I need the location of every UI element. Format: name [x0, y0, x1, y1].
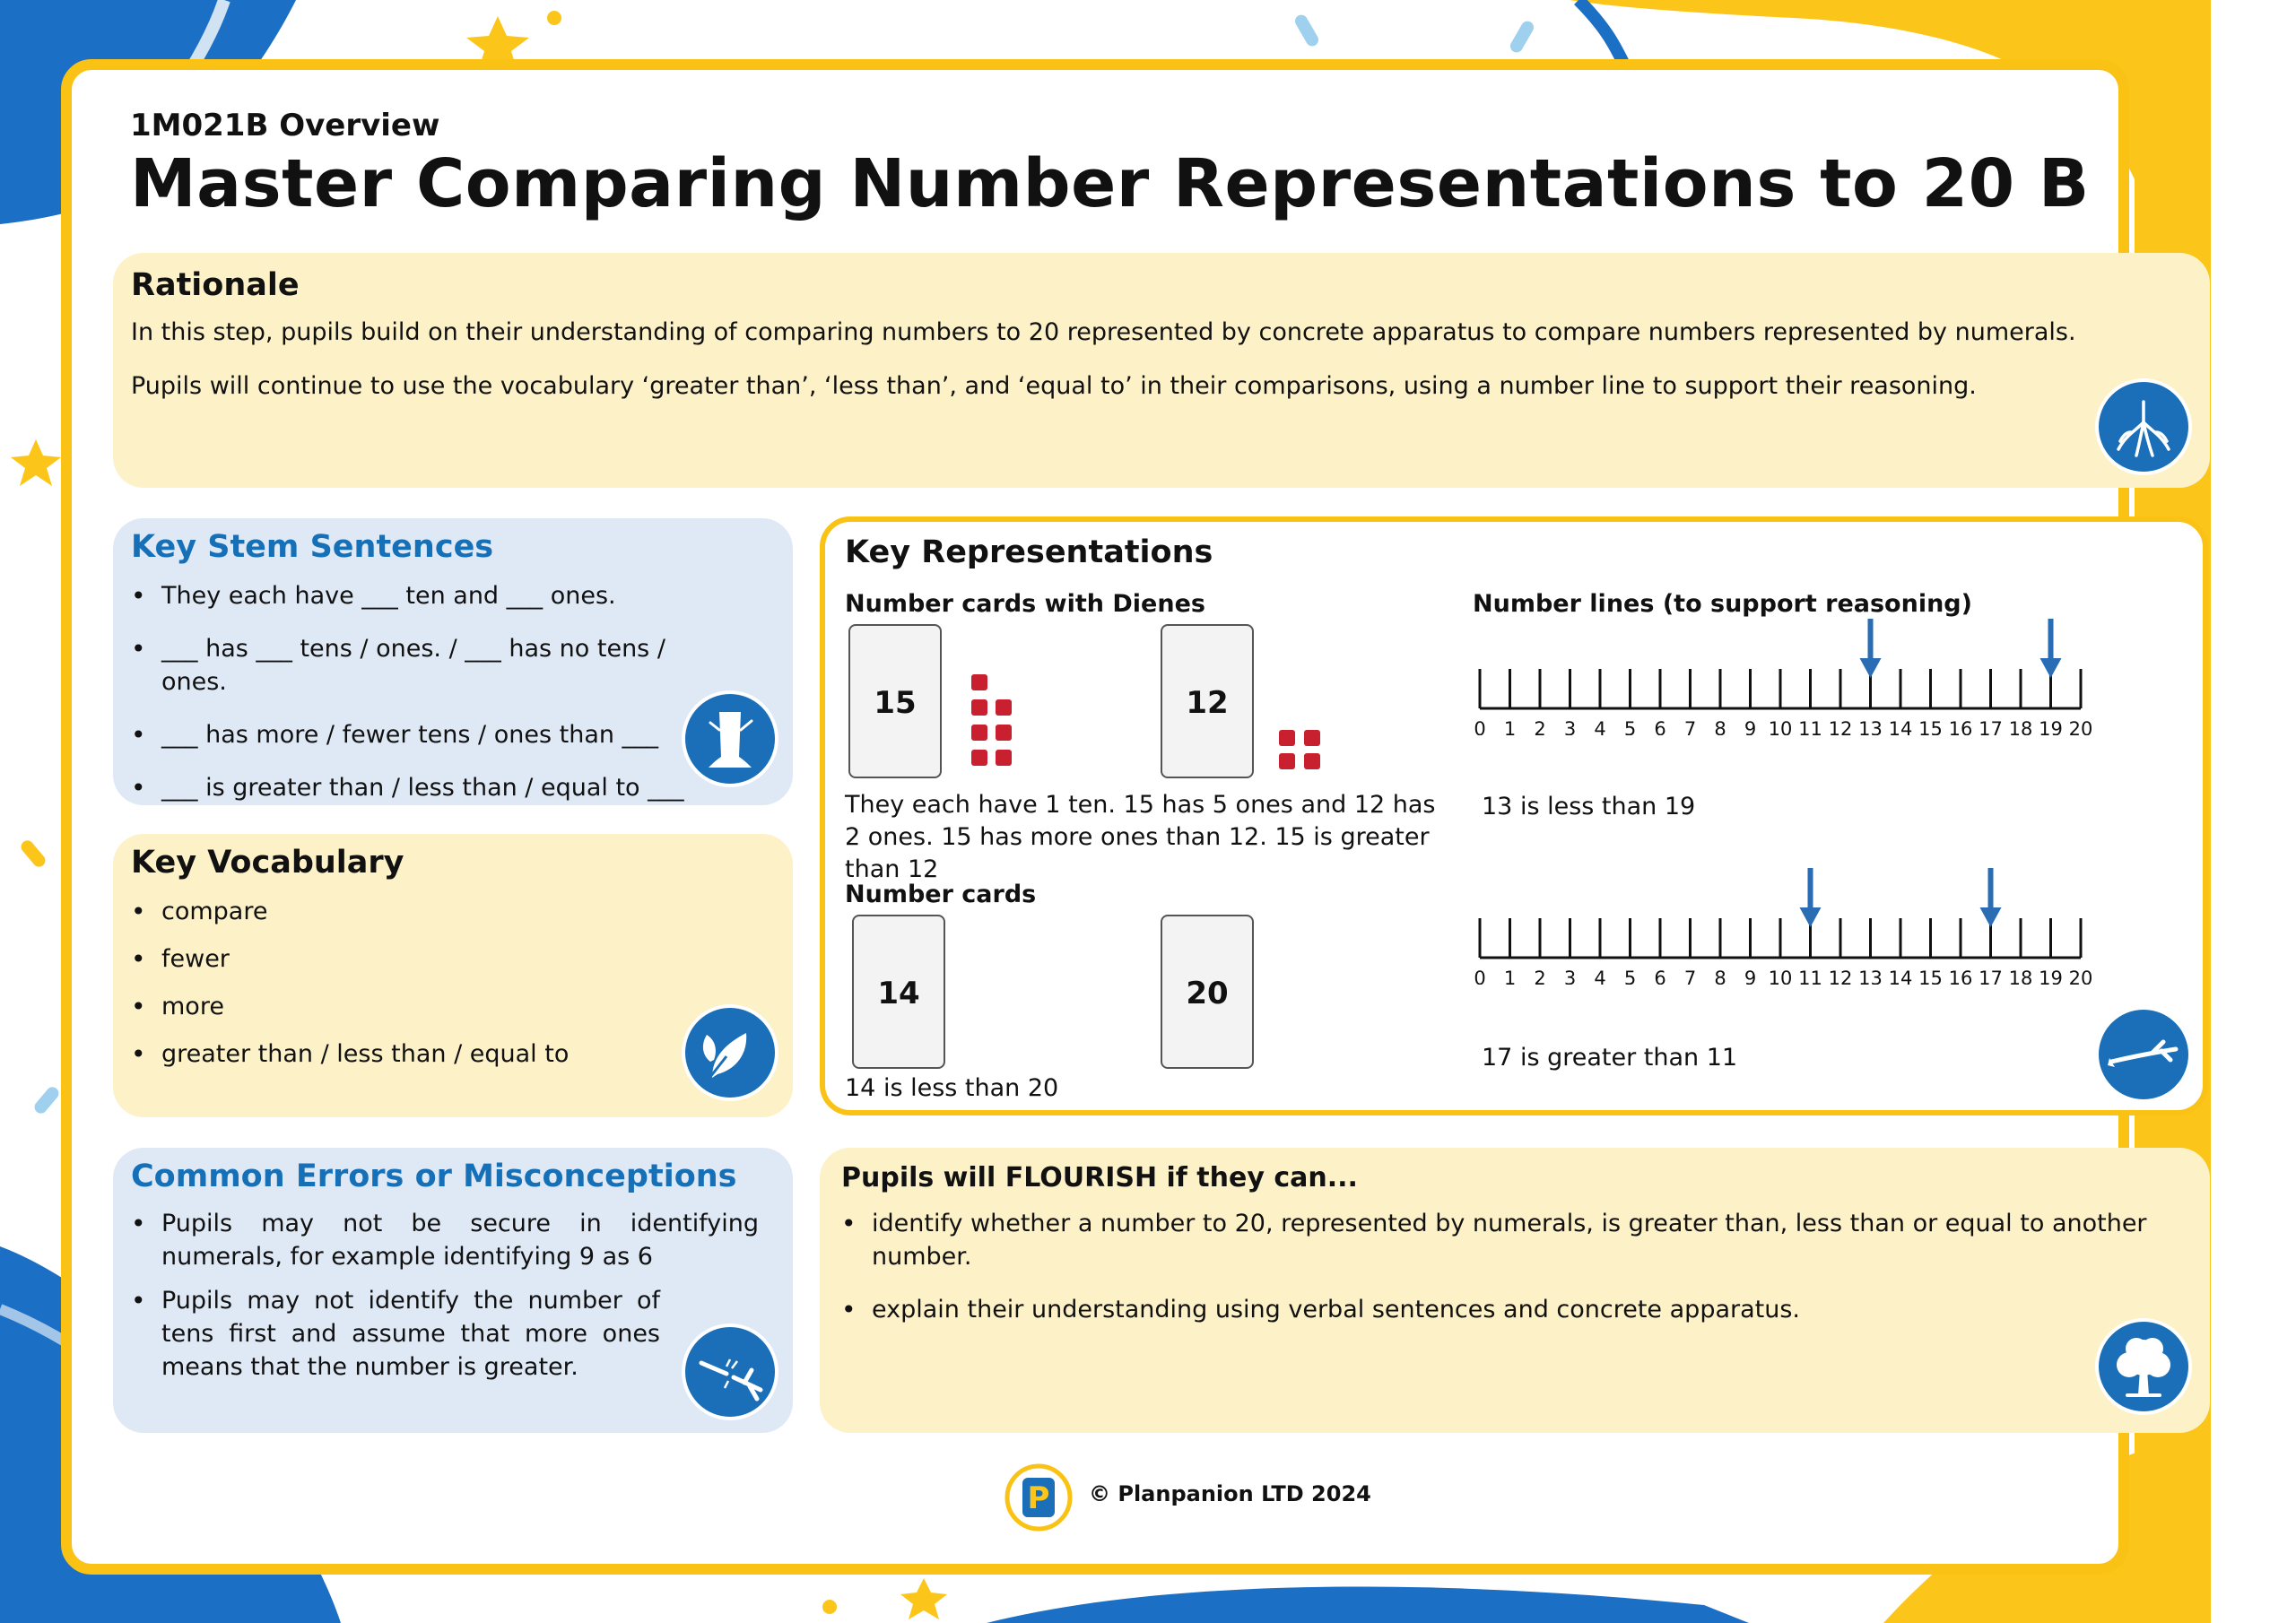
dienes-one-cube — [996, 725, 1012, 741]
vocabulary-list — [131, 895, 705, 1071]
representations-heading: Key Representations — [845, 534, 1213, 570]
number-line-label: 5 — [1623, 968, 1637, 985]
stem-sentences-panel — [113, 518, 793, 805]
stem-sentence: • ___ is greater than / less than / equal to ___ — [131, 771, 705, 804]
number-line-label: 20 — [2068, 718, 2093, 735]
dienes-one-cube — [996, 699, 1012, 716]
number-line-label: 19 — [2039, 718, 2063, 735]
number-line-label: 12 — [1828, 718, 1853, 735]
number-line-label: 6 — [1654, 968, 1666, 985]
leaves-icon — [682, 1004, 778, 1101]
rationale-heading: Rationale — [131, 267, 300, 303]
number-line-label: 11 — [1798, 968, 1822, 985]
vocabulary-panel — [113, 834, 793, 1117]
number-line-label: 14 — [1888, 968, 1913, 985]
dienes-one-cube — [971, 699, 987, 716]
roots-icon — [2095, 378, 2192, 475]
number-line-label: 0 — [1474, 718, 1486, 735]
flourish-panel — [820, 1148, 2210, 1433]
number-line-label: 15 — [1918, 718, 1943, 735]
number-line-label: 3 — [1563, 968, 1577, 985]
number-line-label: 9 — [1744, 968, 1757, 985]
number-line-label: 18 — [2008, 718, 2033, 735]
card-value: 15 — [874, 685, 917, 721]
dienes-one-cube — [1279, 730, 1295, 746]
number-line-label: 8 — [1714, 718, 1726, 735]
number-line-1-caption: 13 is less than 19 — [1482, 793, 1696, 820]
stem-sentences-heading: Key Stem Sentences — [131, 529, 494, 565]
number-line-2-caption: 17 is greater than 11 — [1482, 1044, 1738, 1072]
vocabulary-item: • fewer — [131, 942, 705, 976]
dienes-one-cube — [971, 725, 987, 741]
number-line-label: 12 — [1828, 968, 1853, 985]
tree-trunk-icon — [682, 690, 778, 787]
rationale-panel — [113, 253, 2210, 488]
number-line-2 — [1453, 868, 2135, 985]
number-line-label: 4 — [1594, 968, 1606, 985]
number-line-label: 8 — [1714, 968, 1726, 985]
dienes-one-cube — [971, 674, 987, 690]
number-cards-caption: 14 is less than 20 — [845, 1074, 1059, 1102]
number-line-label: 2 — [1534, 718, 1546, 735]
number-line-label: 17 — [1979, 718, 2003, 735]
number-line-1 — [1453, 619, 2135, 735]
representations-panel — [820, 516, 2208, 1115]
misconceptions-list — [131, 1207, 759, 1384]
number-line-label: 15 — [1918, 968, 1943, 985]
card-value: 12 — [1186, 685, 1229, 721]
number-card-12 — [1161, 624, 1254, 778]
broken-branch-icon — [682, 1324, 778, 1420]
number-line-label: 16 — [1948, 718, 1973, 735]
number-line-label: 2 — [1534, 968, 1546, 985]
number-line-label: 13 — [1858, 968, 1883, 985]
card-value: 14 — [877, 976, 920, 1011]
number-line-label: 3 — [1563, 718, 1577, 735]
number-line-label: 1 — [1503, 718, 1517, 735]
number-line-label: 14 — [1888, 718, 1913, 735]
number-line-title: Number lines (to support reasoning) — [1473, 590, 1972, 618]
stem-sentence: • ___ has more / fewer tens / ones than ___ — [131, 718, 705, 751]
overview-code: 1M021B Overview — [130, 108, 440, 143]
branch-icon — [2095, 1006, 2192, 1103]
rationale-paragraph-2: Pupils will continue to use the vocabulary ‘greater than’, ‘less than’, and ‘equal to’ in their comparisons, using a number line to support their reasoning. — [131, 372, 1977, 400]
number-line-arrowhead — [1980, 907, 2002, 927]
number-line-label: 13 — [1858, 718, 1883, 735]
number-line-label: 6 — [1654, 718, 1666, 735]
dienes-one-cube — [1304, 753, 1320, 769]
rationale-paragraph-1: In this step, pupils build on their understanding of comparing numbers to 20 represented by concrete apparatus to compare numbers represented by numerals. — [131, 318, 2076, 346]
misconceptions-panel — [113, 1148, 793, 1433]
dienes-one-cube — [1279, 753, 1295, 769]
misconception-item: • Pupils may not be secure in identifying numerals, for example identifying 9 as 6 — [131, 1207, 759, 1273]
dienes-one-cube — [1304, 730, 1320, 746]
dienes-one-cube — [971, 750, 987, 766]
stem-sentence: • They each have ___ ten and ___ ones. — [131, 579, 705, 612]
number-card-14 — [852, 915, 945, 1069]
vocabulary-heading: Key Vocabulary — [131, 845, 404, 881]
number-line-label: 5 — [1623, 718, 1637, 735]
number-line-label: 1 — [1503, 968, 1517, 985]
number-card-15 — [848, 624, 942, 778]
tree-icon — [2095, 1318, 2192, 1415]
vocabulary-item: • greater than / less than / equal to — [131, 1037, 705, 1071]
number-line-label: 10 — [1768, 718, 1793, 735]
number-line-label: 9 — [1744, 718, 1757, 735]
stem-sentence: • ___ has ___ tens / ones. / ___ has no tens / ones. — [131, 632, 705, 699]
number-line-label: 18 — [2008, 968, 2033, 985]
number-line-arrowhead — [1800, 907, 1822, 927]
vocabulary-item: • more — [131, 990, 705, 1023]
logo-letter: P — [1027, 1480, 1050, 1516]
misconception-item: • Pupils may not identify the number of tens first and assume that more ones means that the number is greater. — [131, 1284, 759, 1384]
stem-sentences-list — [131, 579, 705, 804]
copyright-text: © Planpanion LTD 2024 — [1089, 1481, 1371, 1506]
number-line-label: 10 — [1768, 968, 1793, 985]
number-line-label: 20 — [2068, 968, 2093, 985]
number-cards-title: Number cards — [845, 881, 1037, 908]
dienes-title: Number cards with Dienes — [845, 590, 1205, 618]
number-line-arrowhead — [2040, 658, 2062, 678]
number-line-label: 16 — [1948, 968, 1973, 985]
number-line-label: 4 — [1594, 718, 1606, 735]
misconceptions-heading: Common Errors or Misconceptions — [131, 1159, 737, 1194]
flourish-heading: Pupils will FLOURISH if they can... — [841, 1162, 1358, 1193]
number-card-20 — [1161, 915, 1254, 1069]
page-title: Master Comparing Number Representations to 20 B — [130, 145, 2090, 222]
dienes-one-cube — [996, 750, 1012, 766]
flourish-list — [841, 1207, 2187, 1326]
number-line-label: 7 — [1683, 968, 1697, 985]
flourish-item: • identify whether a number to 20, represented by numerals, is greater than, less than or equal to another number. — [841, 1207, 2187, 1273]
dienes-caption: They each have 1 ten. 15 has 5 ones and 12 has 2 ones. 15 has more ones than 12. 15 is greater than 12 — [845, 791, 1436, 883]
number-line-label: 0 — [1474, 968, 1486, 985]
number-line-label: 19 — [2039, 968, 2063, 985]
number-line-label: 17 — [1979, 968, 2003, 985]
number-line-arrowhead — [1860, 658, 1882, 678]
number-line-label: 11 — [1798, 718, 1822, 735]
flourish-item: • explain their understanding using verbal sentences and concrete apparatus. — [841, 1293, 2187, 1326]
card-value: 20 — [1186, 976, 1229, 1011]
planpanion-logo — [1004, 1463, 1073, 1532]
vocabulary-item: • compare — [131, 895, 705, 928]
number-line-label: 7 — [1683, 718, 1697, 735]
